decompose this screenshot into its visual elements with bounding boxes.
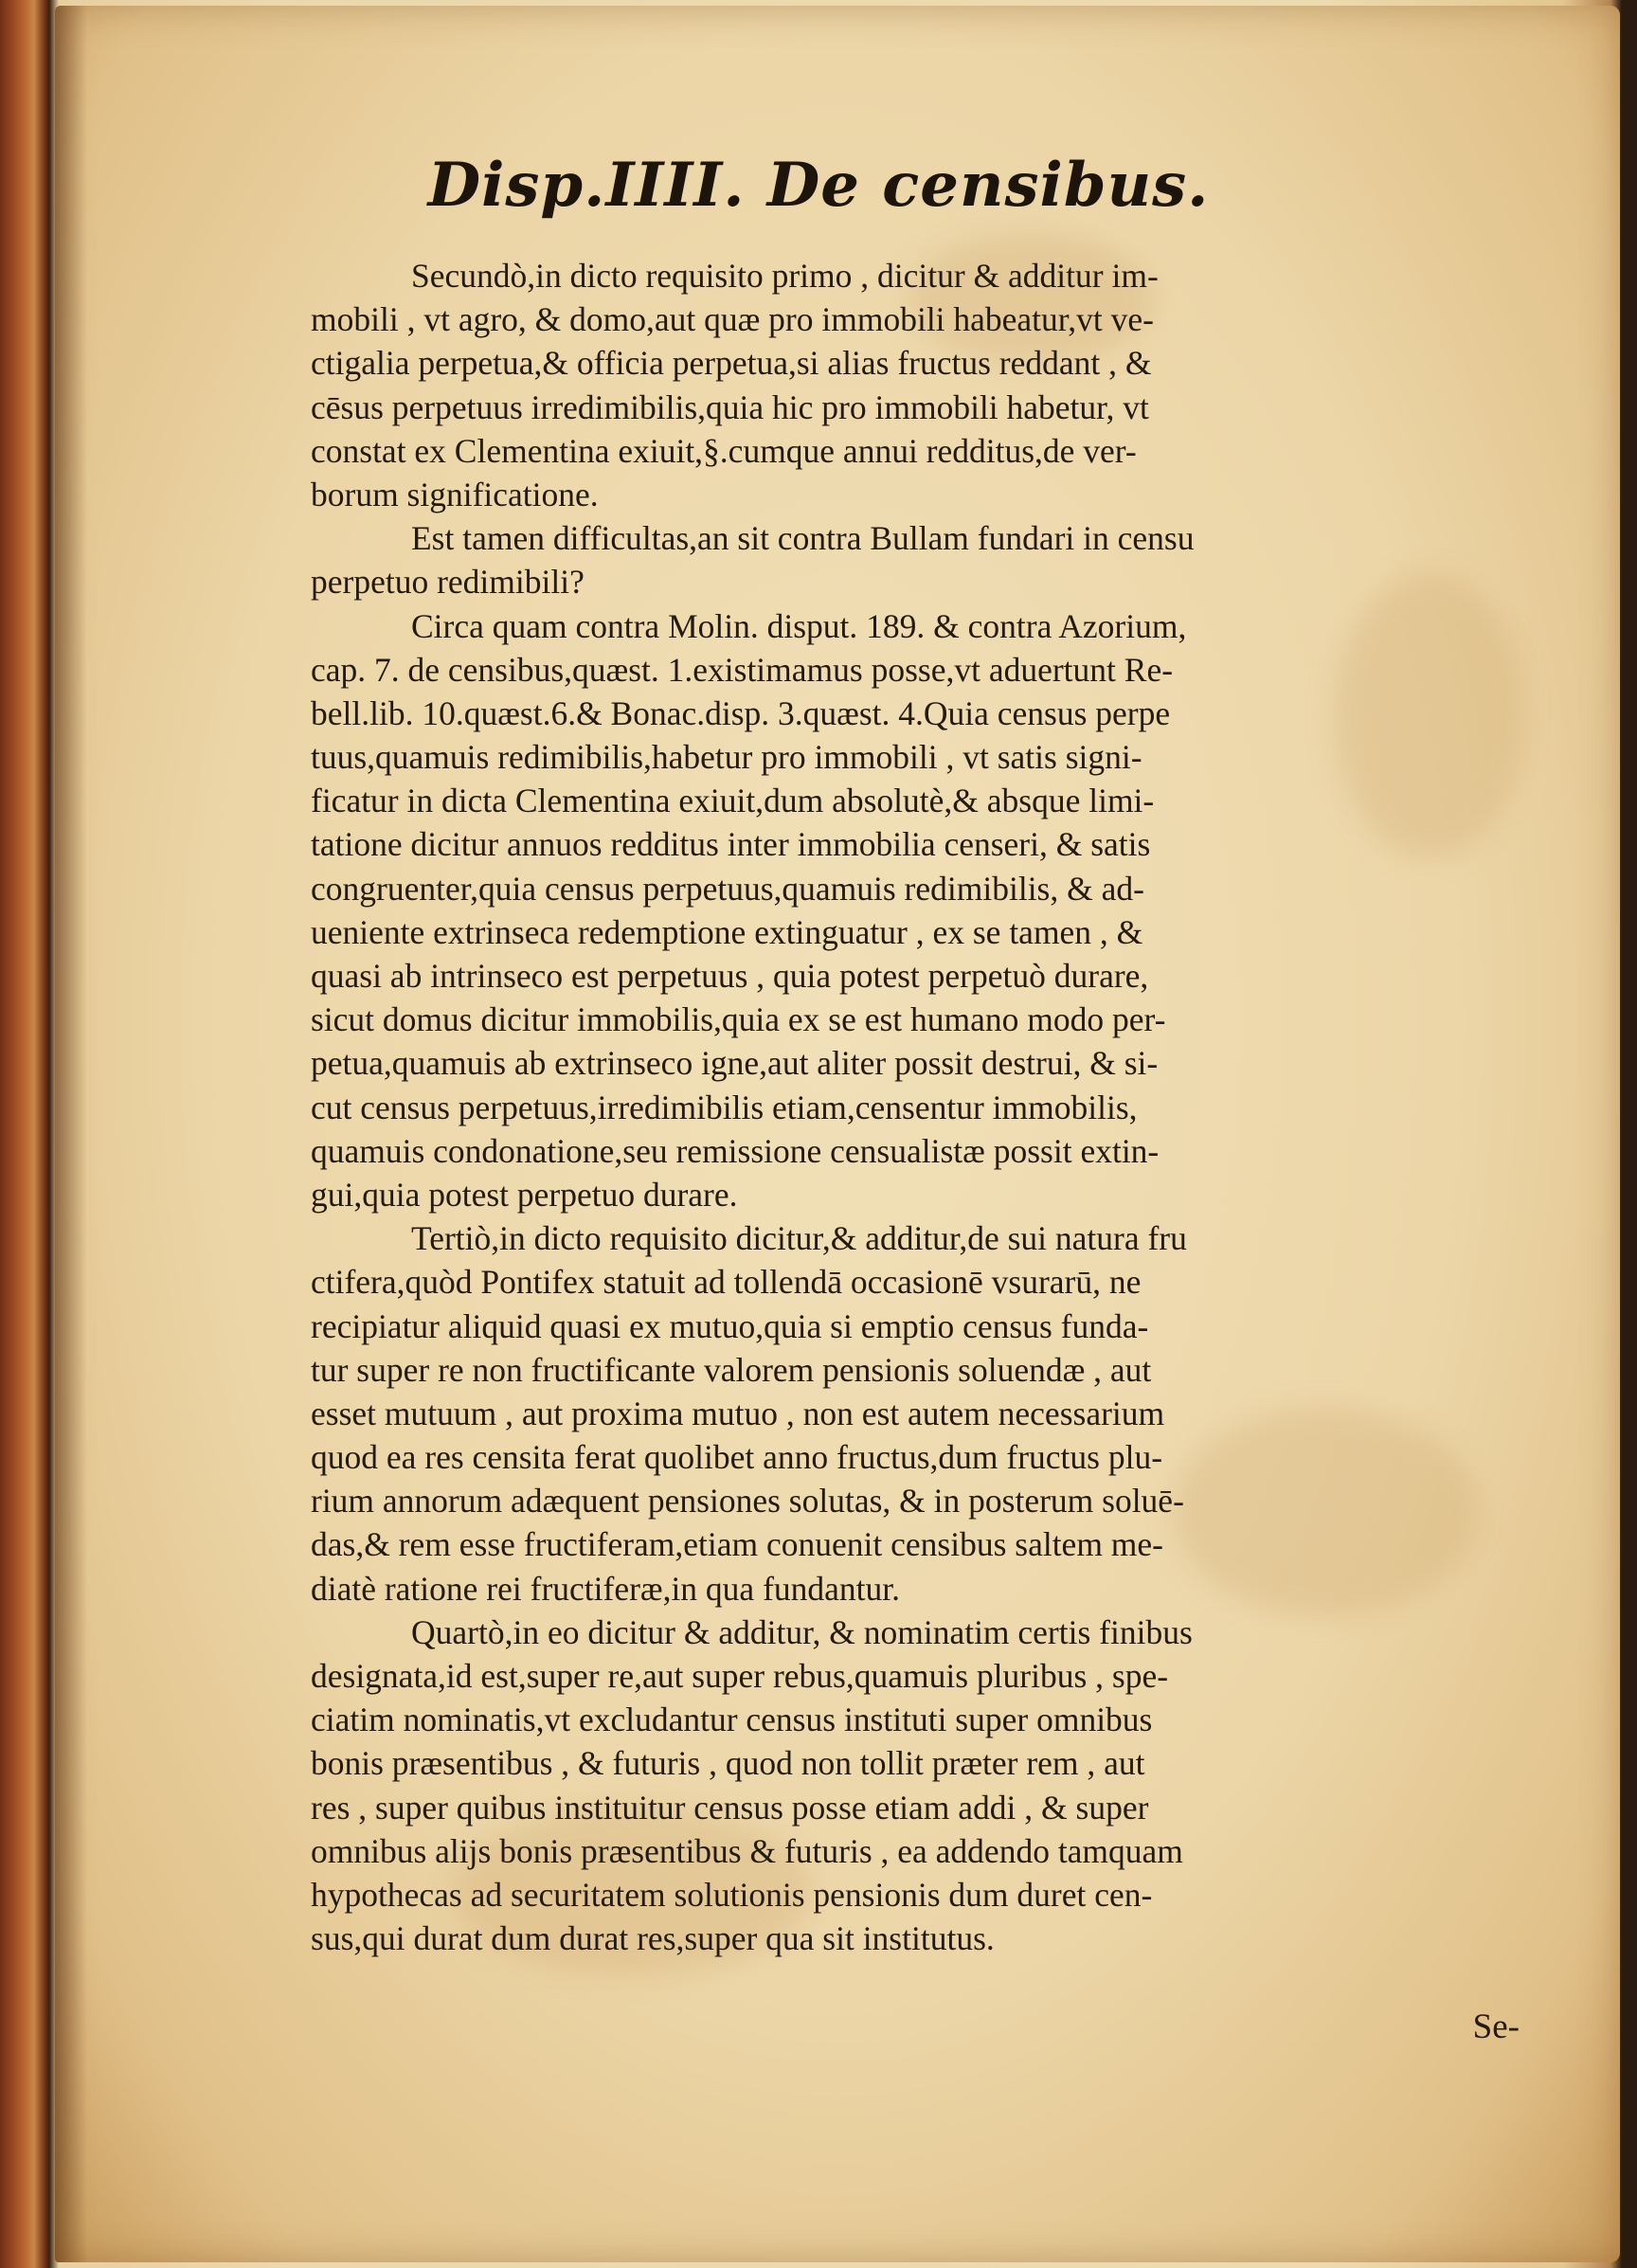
paragraph [311, 1611, 1514, 1961]
text-line: mobili , vt agro, & domo,aut quæ pro immobili habeatur,vt ve- [311, 300, 1154, 339]
text-line: quamuis condonatione,seu remissione censualistæ possit extin- [311, 1131, 1160, 1170]
text-line: bell.lib. 10.quæst.6.& Bonac.disp. 3.quæst. 4.Quia census perpe [311, 693, 1171, 732]
gutter-shadow [55, 6, 87, 2262]
text-line: esset mutuum , aut proxima mutuo , non est autem necessarium [311, 1394, 1165, 1432]
text-line: cēsus perpetuus irredimibilis,quia hic pro immobili habetur, vt [311, 387, 1149, 426]
text-line: sicut domus dicitur immobilis,quia ex se est humano modo per- [311, 1000, 1166, 1039]
text-line: Tertiò,in dicto requisito dicitur,& additur,de sui natura fru [411, 1219, 1187, 1258]
text-line: omnibus alijs bonis præsentibus & futuris , ea addendo tamquam [311, 1831, 1183, 1870]
text-line: borum significatione. [311, 475, 599, 513]
text-line: hypothecas ad securitatem solutionis pensionis dum duret cen- [311, 1875, 1153, 1914]
text-line: ficatur in dicta Clementina exiuit,dum absolutè,& absque limi- [311, 782, 1155, 820]
text-line: perpetuo redimibili? [311, 563, 585, 602]
text-line: Circa quam contra Molin. disput. 189. & contra Azorium, [411, 606, 1187, 645]
text-line: tuus,quamuis redimibilis,habetur pro immobili , vt satis signi- [311, 738, 1142, 777]
paragraph [311, 1216, 1514, 1611]
text-line: Est tamen difficultas,an sit contra Bullam fundari in censu [411, 519, 1195, 558]
text-line: constat ex Clementina exiuit,§.cumque annui redditus,de ver- [311, 431, 1137, 470]
text-line: tur super re non fructificante valorem pensionis soluendæ , aut [311, 1350, 1152, 1389]
text-line: gui,quia potest perpetuo durare. [311, 1175, 738, 1214]
text-line: recipiatur aliquid quasi ex mutuo,quia si emptio census funda- [311, 1306, 1149, 1345]
running-header: Disp.IIII. De censibus. [427, 150, 1210, 221]
text-line: cap. 7. de censibus,quæst. 1.existimamus posse,vt aduertunt Re- [311, 650, 1174, 689]
text-line: sus,qui durat dum durat res,super qua sit institutus. [311, 1919, 995, 1958]
paragraph [311, 604, 1514, 1217]
text-line: bonis præsentibus , & futuris , quod non tollit præter rem , aut [311, 1744, 1145, 1783]
catchword: Se- [1472, 2007, 1520, 2046]
text-line: ctifera,quòd Pontifex statuit ad tollendā occasionē vsurarū, ne [311, 1263, 1142, 1302]
text-line: ciatim nominatis,vt excludantur census instituti super omnibus [311, 1701, 1153, 1739]
body-text [311, 254, 1514, 1960]
text-line: petua,quamuis ab extrinseco igne,aut aliter possit destrui, & si- [311, 1044, 1159, 1083]
text-line: tatione dicitur annuos redditus inter immobilia censeri, & satis [311, 825, 1151, 864]
text-line: ctigalia perpetua,& officia perpetua,si alias fructus reddant , & [311, 344, 1152, 383]
text-line: diatè ratione rei fructiferæ,in qua fundantur. [311, 1569, 900, 1608]
text-line: cut census perpetuus,irredimibilis etiam,censentur immobilis, [311, 1088, 1138, 1126]
paragraph [311, 254, 1514, 516]
text-line: designata,id est,super re,aut super rebus,quamuis pluribus , spe- [311, 1657, 1169, 1695]
paragraph [311, 516, 1514, 603]
text-line: Secundò,in dicto requisito primo , dicitur & additur im- [411, 257, 1159, 295]
text-line: ueniente extrinseca redemptione extinguatur , ex se tamen , & [311, 912, 1143, 951]
text-line: congruenter,quia census perpetuus,quamuis redimibilis, & ad- [311, 869, 1144, 908]
text-line: das,& rem esse fructiferam,etiam conuenit censibus saltem me- [311, 1525, 1163, 1564]
text-line: Quartò,in eo dicitur & additur, & nominatim certis finibus [411, 1612, 1193, 1651]
text-line: quod ea res censita ferat quolibet anno fructus,dum fructus plu- [311, 1438, 1163, 1477]
text-line: quasi ab intrinseco est perpetuus , quia potest perpetuò durare, [311, 957, 1149, 995]
text-line: rium annorum adæquent pensiones solutas, & in posterum soluē- [311, 1482, 1184, 1521]
text-line: res , super quibus instituitur census posse etiam addi , & super [311, 1788, 1149, 1827]
